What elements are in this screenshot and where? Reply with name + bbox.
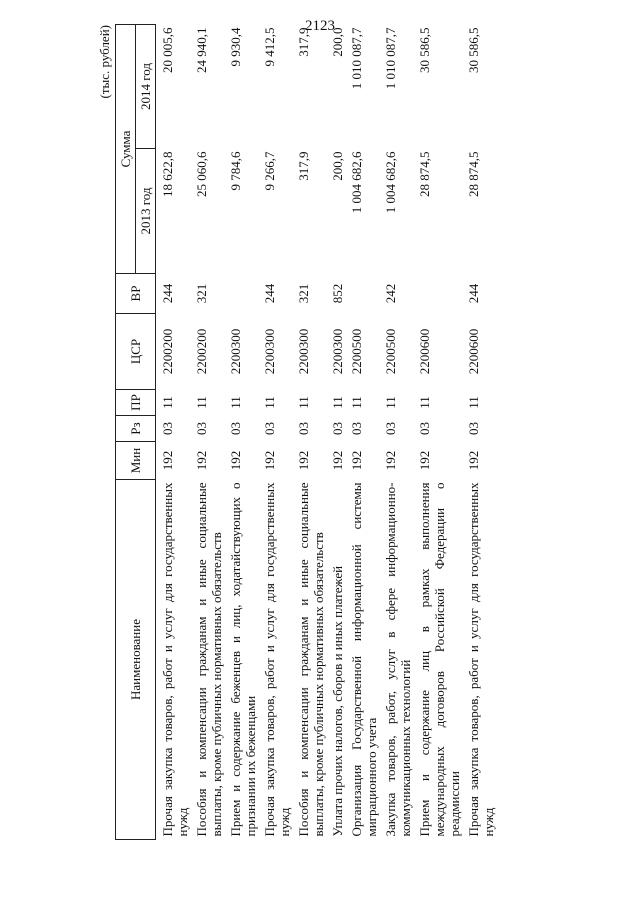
unit-note: (тыс. рублей) xyxy=(97,25,112,99)
row-vr xyxy=(226,274,260,314)
row-rz: 03 xyxy=(228,422,243,435)
row-vr xyxy=(415,274,464,314)
row-name: Организация Государственной информационной системы миграционного учета xyxy=(349,482,379,837)
row-name: Прочая закупка товаров, работ и услуг для государственных нужд xyxy=(466,482,496,837)
row-csr: 2200500 xyxy=(383,328,398,375)
header-pr: ПР xyxy=(116,390,156,416)
row-2014: 9 930,4 xyxy=(228,27,243,67)
row-2014: 30 586,5 xyxy=(466,27,481,73)
row-min: 192 xyxy=(262,450,277,471)
row-name: Закупка товаров, работ, услуг в сфере информационно-коммуникационных технологий xyxy=(383,482,413,837)
header-2014: 2014 год xyxy=(136,25,156,149)
row-2013: 28 874,5 xyxy=(417,151,432,197)
row-2014: 317,9 xyxy=(296,27,311,57)
row-name: Уплата прочих налогов, сборов и иных платежей xyxy=(330,565,345,837)
row-pr: 11 xyxy=(466,396,481,409)
row-min: 192 xyxy=(349,450,364,471)
table-row xyxy=(464,25,498,840)
table-row xyxy=(192,25,226,840)
row-min: 192 xyxy=(466,450,481,471)
row-name: Пособия и компенсации гражданам и иные социальные выплаты, кроме публичных нормативных обязательств xyxy=(194,482,224,837)
row-rz: 03 xyxy=(262,422,277,435)
row-2013: 25 060,6 xyxy=(194,151,209,197)
row-2014: 20 005,6 xyxy=(160,27,175,73)
row-vr: 244 xyxy=(262,283,277,304)
row-vr xyxy=(347,274,381,314)
row-pr: 11 xyxy=(330,396,345,409)
row-name: Прочая закупка товаров, работ и услуг для государственных нужд xyxy=(160,482,190,837)
row-2014: 1 010 087,7 xyxy=(383,27,398,90)
table-row xyxy=(381,25,415,840)
header-vr: ВР xyxy=(116,274,156,314)
row-rz: 03 xyxy=(296,422,311,435)
table-row xyxy=(156,25,193,840)
row-csr: 2200300 xyxy=(262,328,277,375)
row-csr: 2200200 xyxy=(160,328,175,375)
row-min: 192 xyxy=(194,450,209,471)
row-vr: 242 xyxy=(383,283,398,304)
row-2014: 1 010 087,7 xyxy=(349,27,364,90)
page-number: 2123 xyxy=(305,18,335,34)
row-min: 192 xyxy=(417,450,432,471)
row-pr: 11 xyxy=(383,396,398,409)
row-pr: 11 xyxy=(194,396,209,409)
row-csr: 2200600 xyxy=(466,328,481,375)
row-min: 192 xyxy=(160,450,175,471)
row-vr: 244 xyxy=(466,283,481,304)
row-2013: 18 622,8 xyxy=(160,151,175,197)
row-rz: 03 xyxy=(466,422,481,435)
row-rz: 03 xyxy=(330,422,345,435)
table-row xyxy=(260,25,294,840)
table-row xyxy=(415,25,464,840)
table-row xyxy=(328,25,347,840)
header-min: Мин xyxy=(116,442,156,480)
rotated-budget-table-region xyxy=(95,20,600,840)
row-name: Прием и содержание беженцев и лиц, ходатайствующих о признании их беженцами xyxy=(228,482,258,837)
row-csr: 2200500 xyxy=(349,328,364,375)
header-sum: Сумма xyxy=(116,25,136,274)
row-2013: 1 004 682,6 xyxy=(349,151,364,214)
row-2013: 9 266,7 xyxy=(262,151,277,191)
row-vr: 852 xyxy=(330,283,345,304)
row-vr: 244 xyxy=(160,283,175,304)
row-csr: 2200300 xyxy=(228,328,243,375)
header-2013: 2013 год xyxy=(136,149,156,274)
row-pr: 11 xyxy=(160,396,175,409)
row-pr: 11 xyxy=(228,396,243,409)
row-2014: 30 586,5 xyxy=(417,27,432,73)
row-2013: 9 784,6 xyxy=(228,151,243,191)
row-pr: 11 xyxy=(417,396,432,409)
header-name: Наименование xyxy=(116,480,156,840)
row-rz: 03 xyxy=(349,422,364,435)
header-rz: Рз xyxy=(116,416,156,442)
row-min: 192 xyxy=(296,450,311,471)
row-2013: 28 874,5 xyxy=(466,151,481,197)
row-pr: 11 xyxy=(349,396,364,409)
row-pr: 11 xyxy=(262,396,277,409)
row-csr: 2200200 xyxy=(194,328,209,375)
row-rz: 03 xyxy=(194,422,209,435)
row-name: Пособия и компенсации гражданам и иные социальные выплаты, кроме публичных нормативных обязательств xyxy=(296,482,326,837)
row-vr: 321 xyxy=(194,283,209,304)
row-2013: 1 004 682,6 xyxy=(383,151,398,214)
row-name: Прием и содержание лиц в рамках выполнения международных договоров Российской Федерации о реадмиссии xyxy=(417,482,462,837)
row-2014: 200,0 xyxy=(330,27,345,57)
budget-table xyxy=(115,24,498,840)
row-min: 192 xyxy=(228,450,243,471)
table-row xyxy=(294,25,328,840)
row-name: Прочая закупка товаров, работ и услуг для государственных нужд xyxy=(262,482,292,837)
row-min: 192 xyxy=(383,450,398,471)
row-vr: 321 xyxy=(296,283,311,304)
table-row xyxy=(347,25,381,840)
row-2014: 9 412,5 xyxy=(262,27,277,67)
header-row-1 xyxy=(116,25,136,840)
row-2013: 200,0 xyxy=(330,151,345,181)
row-rz: 03 xyxy=(160,422,175,435)
table-row xyxy=(226,25,260,840)
row-2014: 24 940,1 xyxy=(194,27,209,73)
row-rz: 03 xyxy=(383,422,398,435)
row-csr: 2200300 xyxy=(330,328,345,375)
row-2013: 317,9 xyxy=(296,151,311,181)
row-min: 192 xyxy=(330,450,345,471)
row-pr: 11 xyxy=(296,396,311,409)
row-rz: 03 xyxy=(417,422,432,435)
row-csr: 2200300 xyxy=(296,328,311,375)
row-csr: 2200600 xyxy=(417,328,432,375)
header-csr: ЦСР xyxy=(116,314,156,390)
